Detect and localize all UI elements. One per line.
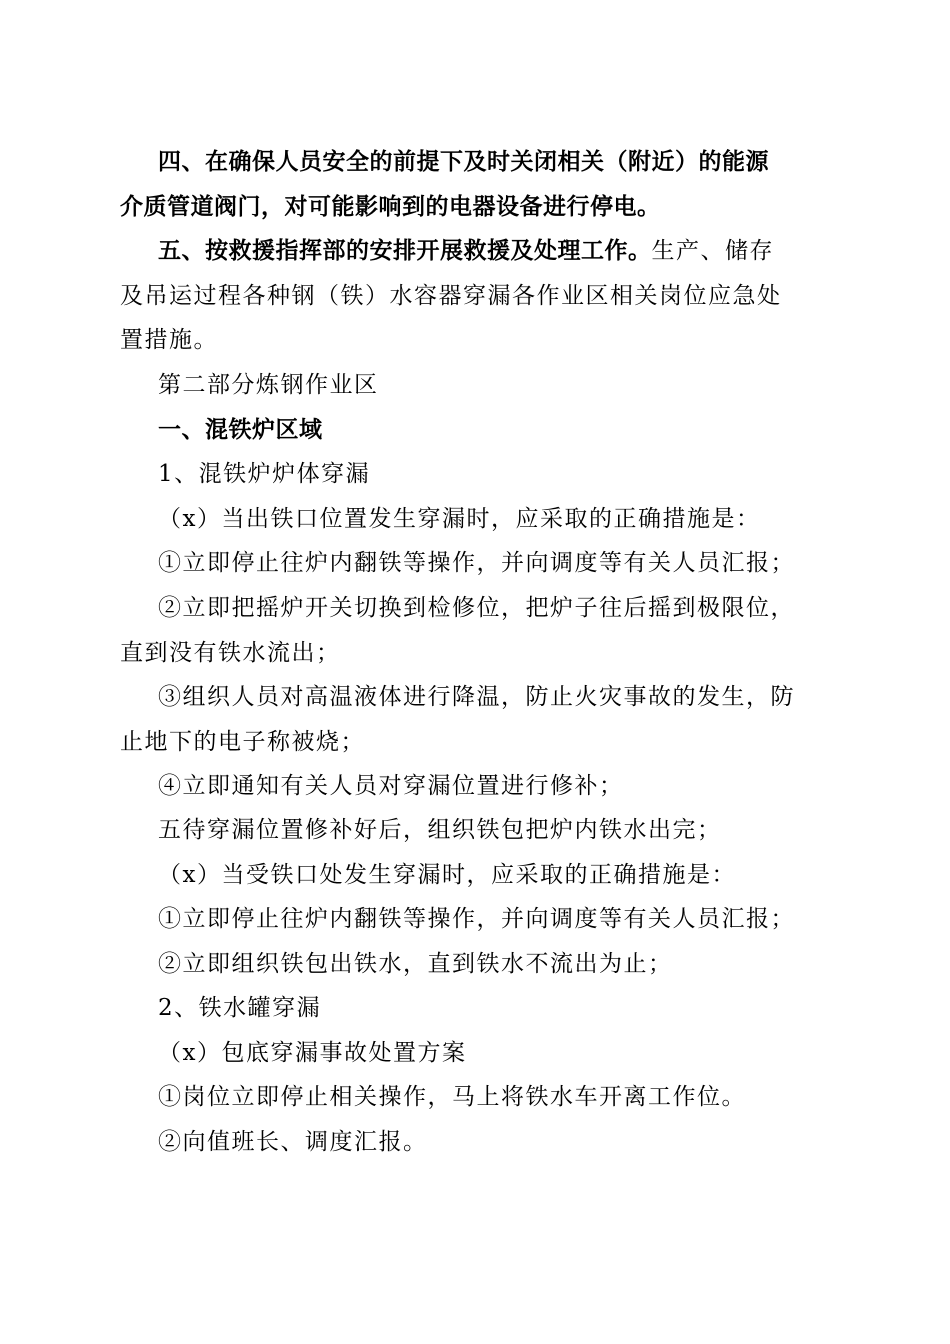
- paragraph-line: ③组织人员对高温液体进行降温，防止火灾事故的发生，防: [158, 684, 795, 710]
- paragraph-line: 止地下的电子称被烧；: [120, 728, 365, 755]
- step-2: [120, 586, 822, 675]
- paragraph-line: 直到没有铁水流出；: [120, 639, 341, 666]
- step-3: [120, 675, 822, 764]
- step-receiving-2: ②立即组织铁包出铁水，直到铁水不流出为止；: [158, 951, 673, 977]
- paragraph-line: 置措施。: [120, 327, 218, 353]
- step-1: ①立即停止往炉内翻铁等操作，并向调度等有关人员汇报；: [158, 550, 795, 576]
- paragraph-line: ②立即把摇炉开关切换到检修位，把炉子往后摇到极限位，: [158, 595, 795, 621]
- paragraph-rescue-command: [120, 229, 822, 363]
- section-title: 第二部分炼钢作业区: [158, 372, 379, 398]
- normal-sentence: 生产、储存: [651, 238, 774, 264]
- step-receiving-1: ①立即停止往炉内翻铁等操作，并向调度等有关人员汇报；: [158, 906, 795, 932]
- subheading-mixer-leak: 1、混铁炉炉体穿漏: [158, 461, 371, 487]
- paragraph-energy-valves: [120, 140, 822, 229]
- question-receiving-hole-leak: （x）当受铁口处发生穿漏时，应采取的正确措施是：: [158, 862, 736, 888]
- paragraph-line: 四、在确保人员安全的前提下及时关闭相关（附近）的能源: [158, 149, 769, 175]
- step-ladle-1: ①岗位立即停止相关操作，马上将铁水车开离工作位。: [158, 1084, 746, 1110]
- step-ladle-2: ②向值班长、调度汇报。: [158, 1129, 428, 1155]
- step-4: ④立即通知有关人员对穿漏位置进行修补；: [158, 773, 624, 799]
- question-ladle-bottom: （x）包底穿漏事故处置方案: [158, 1040, 467, 1066]
- paragraph-line: [120, 229, 822, 274]
- question-tap-hole-leak: （x）当出铁口位置发生穿漏时，应采取的正确措施是：: [158, 506, 761, 532]
- step-5: 五待穿漏位置修补好后，组织铁包把炉内铁水出完；: [158, 817, 722, 843]
- subheading-ladle-leak: 2、铁水罐穿漏: [158, 995, 322, 1021]
- paragraph-line: 介质管道阀门，对可能影响到的电器设备进行停电。: [120, 193, 661, 220]
- paragraph-line: 及吊运过程各种钢（铁）水容器穿漏各作业区相关岗位应急处: [120, 282, 782, 309]
- bold-sentence: 五、按救援指挥部的安排开展救援及处理工作。: [158, 238, 652, 264]
- heading-mixer-area: 一、混铁炉区域: [158, 417, 323, 443]
